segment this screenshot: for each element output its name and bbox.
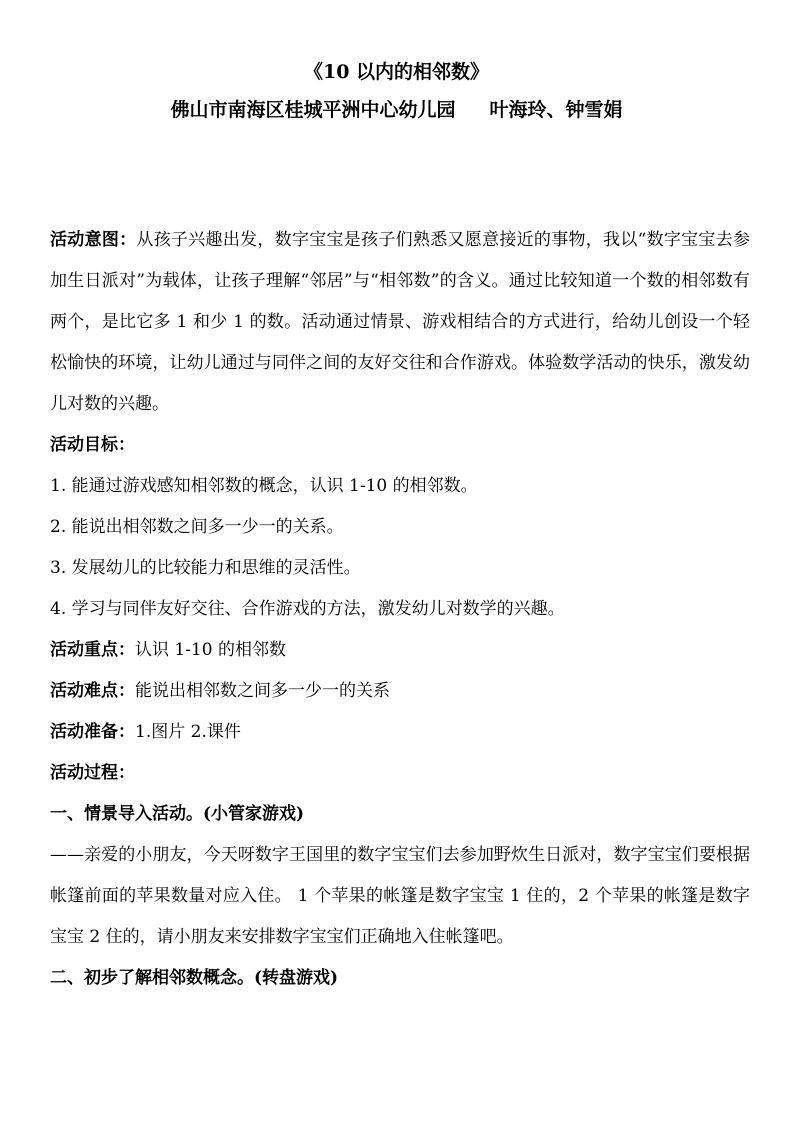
- difficulty-paragraph: [50, 671, 750, 712]
- document-byline: [0, 98, 793, 122]
- key-point-text: 认识 1-10 的相邻数: [135, 640, 286, 660]
- preparation-text: 1.图片 2.课件: [135, 722, 241, 742]
- author-names: 叶海玲、钟雪娟: [489, 99, 623, 121]
- school-name: 佛山市南海区桂城平洲中心幼儿园: [170, 99, 456, 121]
- goal-item-1: 1. 能通过游戏感知相邻数的概念，认识 1-10 的相邻数。: [50, 476, 478, 496]
- key-point-label: 活动重点：: [50, 640, 135, 660]
- document-body: [50, 220, 750, 999]
- document-title: 《10 以内的相邻数》: [303, 61, 490, 83]
- difficulty-label: 活动难点：: [50, 681, 135, 701]
- goals-label: 活动目标：: [50, 435, 135, 455]
- preparation-paragraph: [50, 712, 750, 753]
- section-1-heading: 一、情景导入活动。(小管家游戏): [50, 804, 305, 824]
- process-label: 活动过程：: [50, 763, 135, 783]
- section-1-text: ——亲爱的小朋友，今天呀数字王国里的数字宝宝们去参加野炊生日派对，数字宝宝们要根据帐篷前面的苹果数量对应入住。 1 个苹果的帐篷是数字宝宝 1 住的，2 个苹果的帐篷是数字宝宝 2 住的，请小朋友来安排数字宝宝们正确地入住帐篷吧。: [50, 845, 750, 947]
- difficulty-text: 能说出相邻数之间多一少一的关系: [135, 681, 390, 701]
- intent-text: 从孩子兴趣出发，数字宝宝是孩子们熟悉又愿意接近的事物，我以“数字宝宝去参加生日派对”为载体，让孩子理解“邻居”与“相邻数”的含义。通过比较知道一个数的相邻数有两个，是比它多 1 和少 1 的数。活动通过情景、游戏相结合的方式进行，给幼儿创设一个轻松愉快的环境，让幼儿通过与同伴之间的友好交往和合作游戏。体验数学活动的快乐，激发幼儿对数的兴趣。: [50, 230, 750, 414]
- intent-label: 活动意图：: [50, 230, 137, 250]
- intent-paragraph: [50, 220, 750, 425]
- preparation-label: 活动准备：: [50, 722, 135, 742]
- section-2-heading: 二、初步了解相邻数概念。(转盘游戏): [50, 968, 339, 988]
- key-point-paragraph: [50, 630, 750, 671]
- goal-item-3: 3. 发展幼儿的比较能力和思维的灵活性。: [50, 558, 361, 578]
- goal-item-4: 4. 学习与同伴友好交往、合作游戏的方法，激发幼儿对数学的兴趣。: [50, 599, 565, 619]
- goal-item-2: 2. 能说出相邻数之间多一少一的关系。: [50, 517, 344, 537]
